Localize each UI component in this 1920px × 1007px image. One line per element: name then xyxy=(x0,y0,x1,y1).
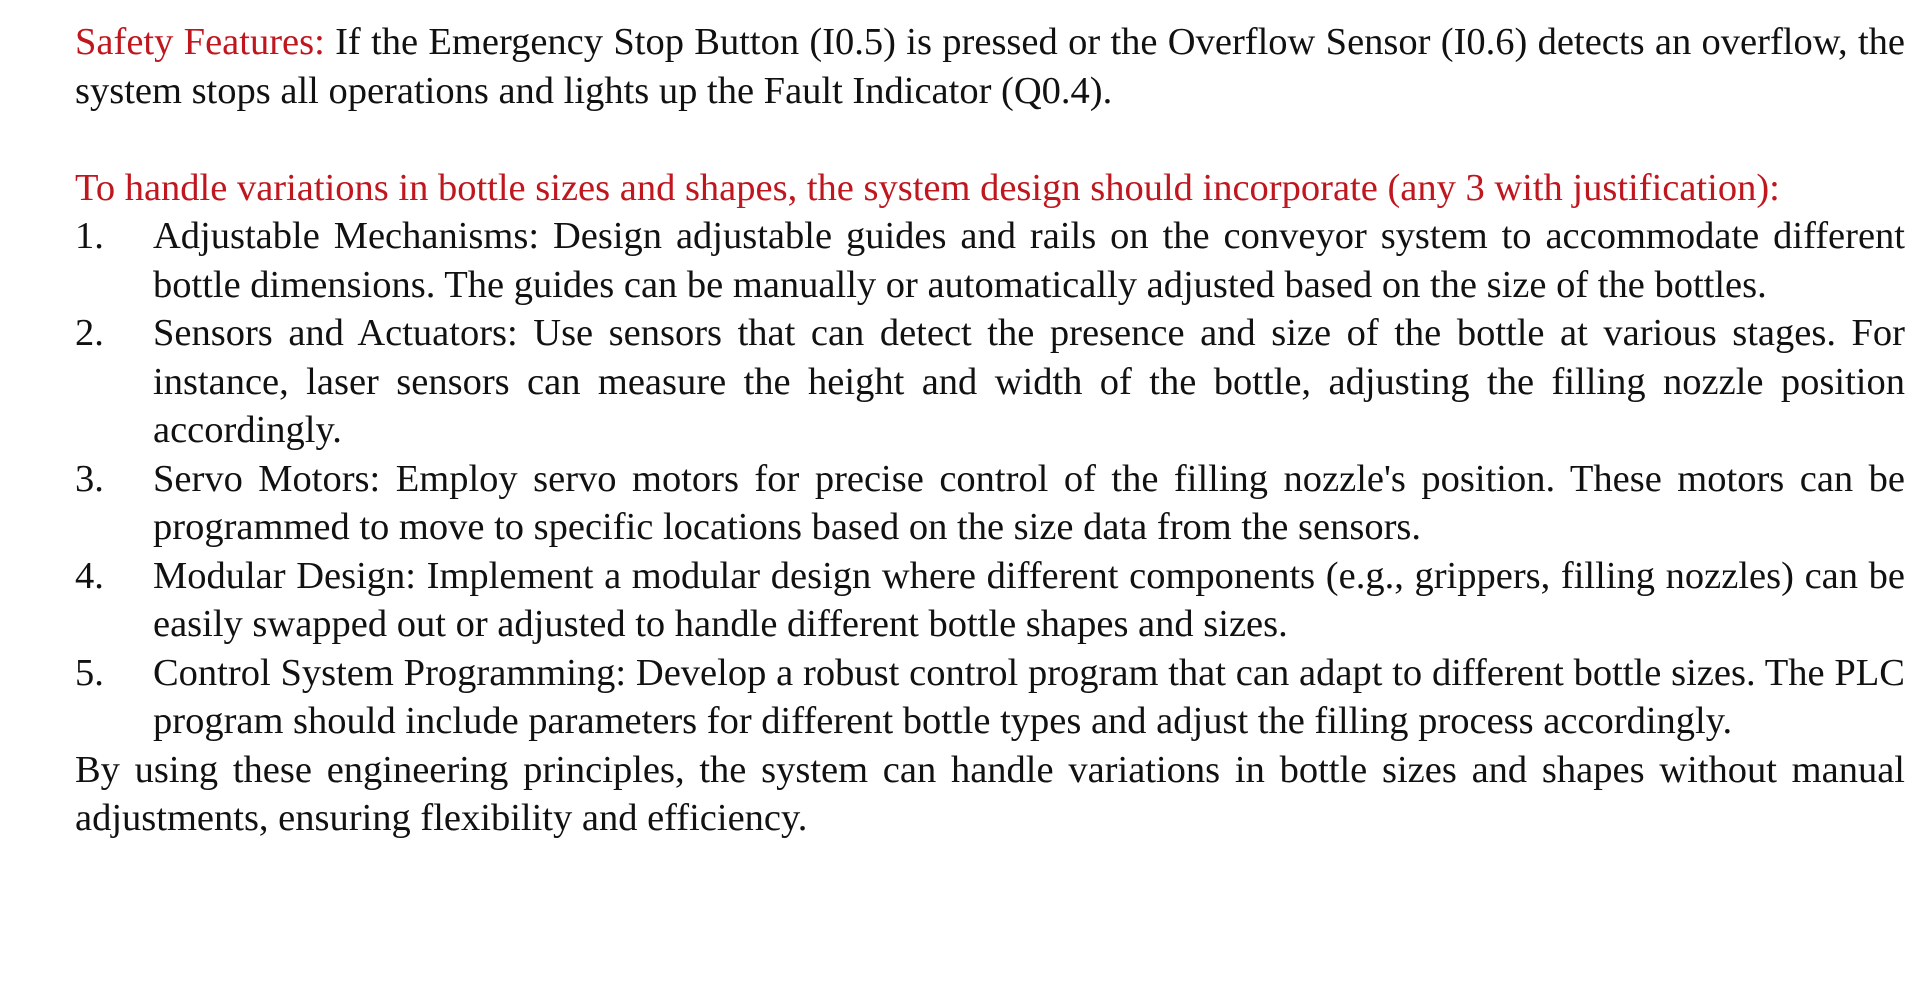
list-item-text: Control System Programming: Develop a robust control program that can adapt to different bottle sizes. The PLC program should include parameters for different bottle types and adjust the filling process accordingly. xyxy=(153,651,1905,742)
list-item-text: Adjustable Mechanisms: Design adjustable guides and rails on the conveyor system to accommodate different bottle dimensions. The guides can be manually or automatically adjusted based on the size of the bottles. xyxy=(153,215,1905,306)
design-features-list xyxy=(75,212,1905,746)
list-item xyxy=(75,649,1905,746)
paragraph-spacer xyxy=(75,115,1905,164)
list-item xyxy=(75,552,1905,649)
list-item-number: 1. xyxy=(75,215,104,257)
list-item-number: 3. xyxy=(75,457,104,500)
list-item xyxy=(75,309,1905,455)
safety-features-text: If the Emergency Stop Button (I0.5) is pressed or the Overflow Sensor (I0.6) detects an overflow, the system stops all operations and lights up the Fault Indicator (Q0.4). xyxy=(75,21,1905,112)
list-item-text: Sensors and Actuators: Use sensors that can detect the presence and size of the bottle at various stages. For instance, laser sensors can measure the height and width of the bottle, adjusting the filling nozzle position accordingly. xyxy=(153,312,1905,451)
list-item xyxy=(75,455,1905,552)
list-item xyxy=(75,212,1905,309)
variations-heading: To handle variations in bottle sizes and shapes, the system design should incorporate (any 3 with justification): xyxy=(75,166,1780,209)
list-item-number: 2. xyxy=(75,312,104,354)
list-item-text: Servo Motors: Employ servo motors for precise control of the filling nozzle's position. These motors can be programmed to move to specific locations based on the size data from the sensors. xyxy=(153,457,1905,548)
list-item-number: 5. xyxy=(75,651,104,694)
document-body xyxy=(75,18,1905,843)
list-item-number: 4. xyxy=(75,554,104,597)
safety-features-label: Safety Features: xyxy=(75,21,325,63)
safety-features-paragraph xyxy=(75,18,1905,115)
list-item-text: Modular Design: Implement a modular design where different components (e.g., grippers, filling nozzles) can be easily swapped out or adjusted to handle different bottle shapes and sizes. xyxy=(153,554,1905,645)
conclusion-paragraph: By using these engineering principles, the system can handle variations in bottle sizes and shapes without manual adjustments, ensuring flexibility and efficiency. xyxy=(75,748,1905,839)
